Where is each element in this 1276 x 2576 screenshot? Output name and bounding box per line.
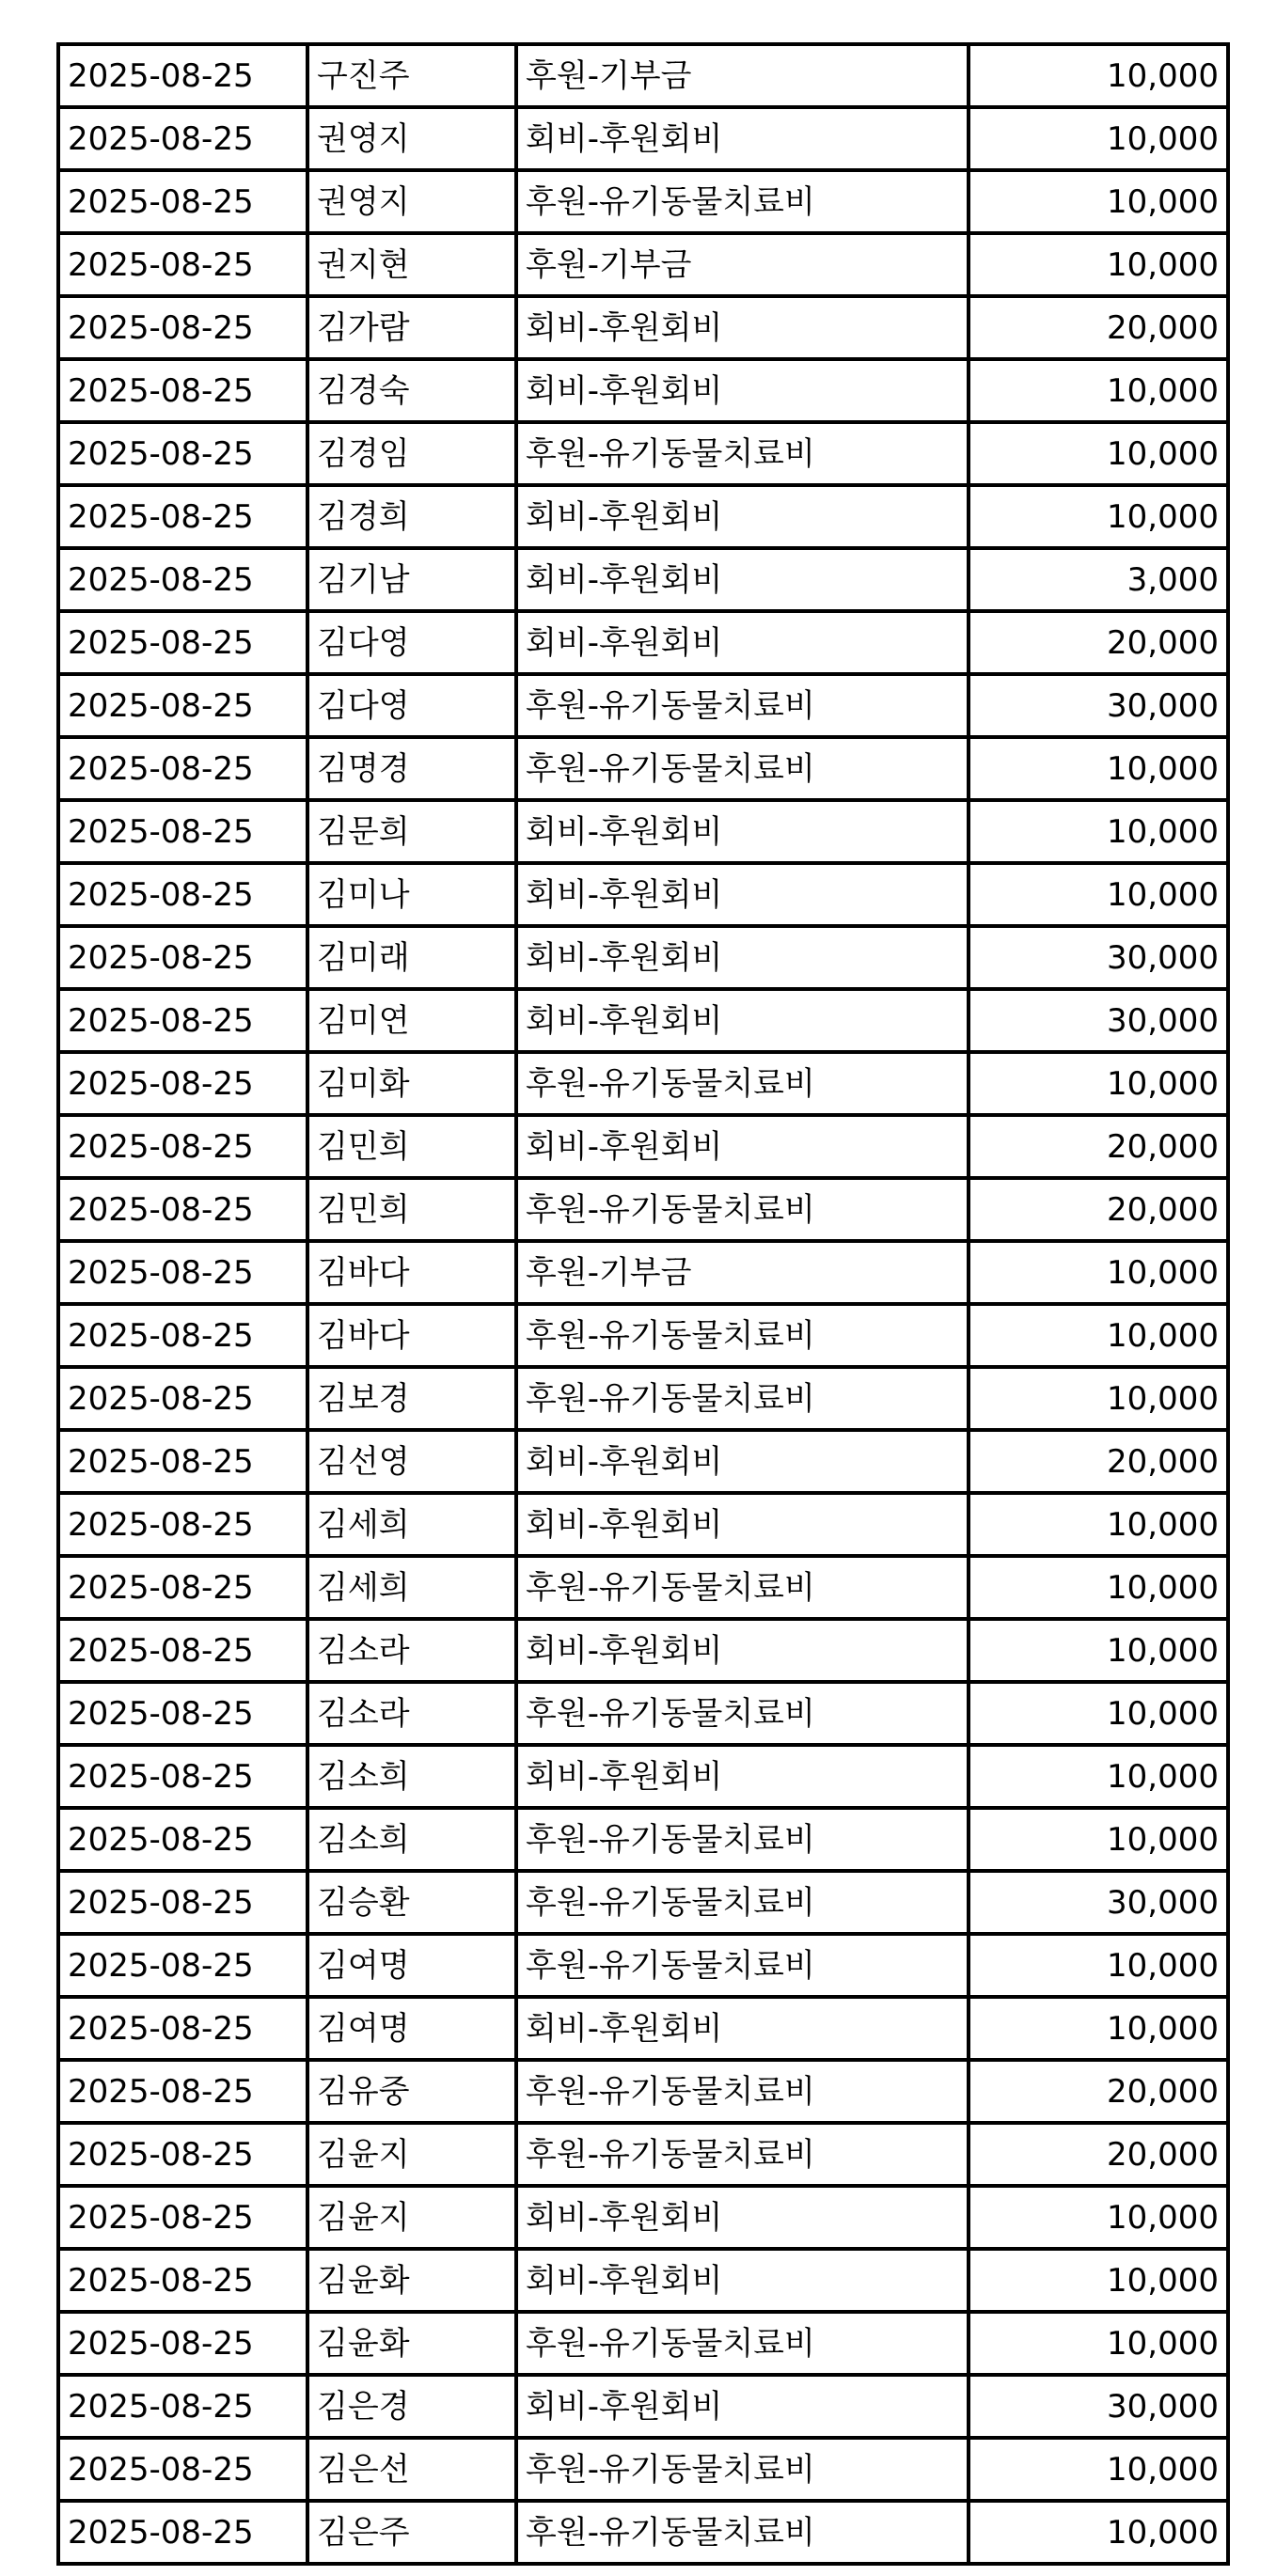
donor-name-cell: 김윤화 [307, 2312, 516, 2375]
amount-cell: 10,000 [969, 170, 1228, 233]
donor-name-cell: 김가람 [307, 296, 516, 359]
donor-name-cell: 김다영 [307, 611, 516, 674]
date-cell: 2025-08-25 [58, 170, 307, 233]
table-row [58, 1304, 1228, 1367]
amount-cell: 20,000 [969, 1115, 1228, 1178]
amount-cell: 10,000 [969, 107, 1228, 170]
table-row [58, 1808, 1228, 1871]
amount-cell: 10,000 [969, 2249, 1228, 2312]
amount-cell: 20,000 [969, 611, 1228, 674]
amount-cell: 10,000 [969, 1493, 1228, 1556]
table-row [58, 170, 1228, 233]
amount-cell: 20,000 [969, 1178, 1228, 1241]
amount-cell: 20,000 [969, 2123, 1228, 2186]
donor-name-cell: 김윤화 [307, 2249, 516, 2312]
table-row [58, 1619, 1228, 1682]
date-cell: 2025-08-25 [58, 2123, 307, 2186]
donor-name-cell: 김바다 [307, 1304, 516, 1367]
table-row [58, 1934, 1228, 1997]
table-row [58, 989, 1228, 1052]
category-cell: 후원-유기동물치료비 [516, 1556, 969, 1619]
donor-name-cell: 김보경 [307, 1367, 516, 1430]
category-cell: 회비-후원회비 [516, 2186, 969, 2249]
category-cell: 후원-유기동물치료비 [516, 1178, 969, 1241]
category-cell: 회비-후원회비 [516, 2375, 969, 2438]
table-row [58, 2312, 1228, 2375]
amount-cell: 30,000 [969, 2375, 1228, 2438]
category-cell: 회비-후원회비 [516, 1493, 969, 1556]
date-cell: 2025-08-25 [58, 2312, 307, 2375]
category-cell: 후원-유기동물치료비 [516, 2060, 969, 2123]
amount-cell: 10,000 [969, 863, 1228, 926]
amount-cell: 10,000 [969, 1997, 1228, 2060]
table-row [58, 1430, 1228, 1493]
category-cell: 후원-유기동물치료비 [516, 1304, 969, 1367]
date-cell: 2025-08-25 [58, 2501, 307, 2564]
donor-name-cell: 김민희 [307, 1178, 516, 1241]
amount-cell: 10,000 [969, 485, 1228, 548]
category-cell: 후원-유기동물치료비 [516, 422, 969, 485]
date-cell: 2025-08-25 [58, 233, 307, 296]
donor-name-cell: 김미연 [307, 989, 516, 1052]
category-cell: 회비-후원회비 [516, 548, 969, 611]
category-cell: 회비-후원회비 [516, 485, 969, 548]
category-cell: 회비-후원회비 [516, 926, 969, 989]
amount-cell: 10,000 [969, 1241, 1228, 1304]
category-cell: 회비-후원회비 [516, 1619, 969, 1682]
date-cell: 2025-08-25 [58, 989, 307, 1052]
donor-name-cell: 김명경 [307, 737, 516, 800]
date-cell: 2025-08-25 [58, 296, 307, 359]
category-cell: 회비-후원회비 [516, 989, 969, 1052]
amount-cell: 10,000 [969, 2501, 1228, 2564]
date-cell: 2025-08-25 [58, 2375, 307, 2438]
table-row [58, 233, 1228, 296]
donor-name-cell: 김미래 [307, 926, 516, 989]
date-cell: 2025-08-25 [58, 44, 307, 107]
amount-cell: 10,000 [969, 737, 1228, 800]
donor-name-cell: 김여명 [307, 1934, 516, 1997]
donor-name-cell: 김소희 [307, 1745, 516, 1808]
amount-cell: 10,000 [969, 233, 1228, 296]
date-cell: 2025-08-25 [58, 1682, 307, 1745]
category-cell: 후원-유기동물치료비 [516, 737, 969, 800]
amount-cell: 20,000 [969, 2060, 1228, 2123]
donor-name-cell: 김경희 [307, 485, 516, 548]
date-cell: 2025-08-25 [58, 1619, 307, 1682]
category-cell: 후원-유기동물치료비 [516, 1808, 969, 1871]
category-cell: 회비-후원회비 [516, 1430, 969, 1493]
table-row [58, 1052, 1228, 1115]
amount-cell: 10,000 [969, 1808, 1228, 1871]
date-cell: 2025-08-25 [58, 2249, 307, 2312]
donation-table-body [58, 44, 1228, 2564]
category-cell: 후원-유기동물치료비 [516, 170, 969, 233]
table-row [58, 1178, 1228, 1241]
date-cell: 2025-08-25 [58, 737, 307, 800]
amount-cell: 3,000 [969, 548, 1228, 611]
amount-cell: 10,000 [969, 359, 1228, 422]
date-cell: 2025-08-25 [58, 485, 307, 548]
table-row [58, 422, 1228, 485]
table-row [58, 2375, 1228, 2438]
table-row [58, 548, 1228, 611]
table-row [58, 674, 1228, 737]
table-row [58, 1997, 1228, 2060]
amount-cell: 10,000 [969, 1682, 1228, 1745]
category-cell: 회비-후원회비 [516, 2249, 969, 2312]
amount-cell: 10,000 [969, 2438, 1228, 2501]
amount-cell: 20,000 [969, 1430, 1228, 1493]
date-cell: 2025-08-25 [58, 548, 307, 611]
donor-name-cell: 김기남 [307, 548, 516, 611]
date-cell: 2025-08-25 [58, 1745, 307, 1808]
category-cell: 후원-유기동물치료비 [516, 1871, 969, 1934]
donor-name-cell: 김미나 [307, 863, 516, 926]
date-cell: 2025-08-25 [58, 2186, 307, 2249]
donor-name-cell: 김민희 [307, 1115, 516, 1178]
donor-name-cell: 김유중 [307, 2060, 516, 2123]
table-row [58, 485, 1228, 548]
category-cell: 회비-후원회비 [516, 1997, 969, 2060]
table-row [58, 611, 1228, 674]
date-cell: 2025-08-25 [58, 926, 307, 989]
date-cell: 2025-08-25 [58, 1493, 307, 1556]
date-cell: 2025-08-25 [58, 2060, 307, 2123]
date-cell: 2025-08-25 [58, 863, 307, 926]
date-cell: 2025-08-25 [58, 422, 307, 485]
donor-name-cell: 김세희 [307, 1556, 516, 1619]
amount-cell: 10,000 [969, 2312, 1228, 2375]
category-cell: 후원-유기동물치료비 [516, 1934, 969, 1997]
table-row [58, 107, 1228, 170]
donor-name-cell: 권영지 [307, 170, 516, 233]
amount-cell: 10,000 [969, 44, 1228, 107]
date-cell: 2025-08-25 [58, 674, 307, 737]
table-row [58, 2501, 1228, 2564]
category-cell: 회비-후원회비 [516, 1745, 969, 1808]
category-cell: 후원-유기동물치료비 [516, 1052, 969, 1115]
amount-cell: 10,000 [969, 2186, 1228, 2249]
date-cell: 2025-08-25 [58, 2438, 307, 2501]
amount-cell: 10,000 [969, 1934, 1228, 1997]
table-row [58, 1241, 1228, 1304]
table-row [58, 1367, 1228, 1430]
amount-cell: 30,000 [969, 674, 1228, 737]
category-cell: 회비-후원회비 [516, 863, 969, 926]
donor-name-cell: 김바다 [307, 1241, 516, 1304]
table-row [58, 1682, 1228, 1745]
amount-cell: 10,000 [969, 1367, 1228, 1430]
amount-cell: 10,000 [969, 800, 1228, 863]
donor-name-cell: 김소라 [307, 1619, 516, 1682]
donor-name-cell: 김승환 [307, 1871, 516, 1934]
amount-cell: 10,000 [969, 1745, 1228, 1808]
category-cell: 후원-유기동물치료비 [516, 2501, 969, 2564]
donor-name-cell: 김경임 [307, 422, 516, 485]
table-row [58, 359, 1228, 422]
table-row [58, 2249, 1228, 2312]
donor-name-cell: 김미화 [307, 1052, 516, 1115]
date-cell: 2025-08-25 [58, 1430, 307, 1493]
category-cell: 후원-유기동물치료비 [516, 674, 969, 737]
category-cell: 회비-후원회비 [516, 107, 969, 170]
category-cell: 회비-후원회비 [516, 296, 969, 359]
date-cell: 2025-08-25 [58, 800, 307, 863]
amount-cell: 30,000 [969, 989, 1228, 1052]
table-row [58, 2123, 1228, 2186]
donation-table [56, 42, 1230, 2566]
date-cell: 2025-08-25 [58, 1178, 307, 1241]
date-cell: 2025-08-25 [58, 107, 307, 170]
donor-name-cell: 김은선 [307, 2438, 516, 2501]
category-cell: 회비-후원회비 [516, 800, 969, 863]
date-cell: 2025-08-25 [58, 1808, 307, 1871]
table-row [58, 2186, 1228, 2249]
category-cell: 후원-유기동물치료비 [516, 2123, 969, 2186]
donor-name-cell: 김소희 [307, 1808, 516, 1871]
date-cell: 2025-08-25 [58, 1934, 307, 1997]
date-cell: 2025-08-25 [58, 1556, 307, 1619]
category-cell: 후원-기부금 [516, 44, 969, 107]
date-cell: 2025-08-25 [58, 1997, 307, 2060]
donor-name-cell: 김경숙 [307, 359, 516, 422]
table-row [58, 1871, 1228, 1934]
table-row [58, 296, 1228, 359]
category-cell: 회비-후원회비 [516, 1115, 969, 1178]
donor-name-cell: 김소라 [307, 1682, 516, 1745]
donor-name-cell: 김문희 [307, 800, 516, 863]
category-cell: 후원-유기동물치료비 [516, 2438, 969, 2501]
category-cell: 후원-유기동물치료비 [516, 1367, 969, 1430]
date-cell: 2025-08-25 [58, 1871, 307, 1934]
donor-name-cell: 김다영 [307, 674, 516, 737]
date-cell: 2025-08-25 [58, 1304, 307, 1367]
amount-cell: 30,000 [969, 1871, 1228, 1934]
amount-cell: 10,000 [969, 422, 1228, 485]
category-cell: 후원-유기동물치료비 [516, 2312, 969, 2375]
amount-cell: 10,000 [969, 1556, 1228, 1619]
category-cell: 후원-기부금 [516, 233, 969, 296]
date-cell: 2025-08-25 [58, 1052, 307, 1115]
table-row [58, 44, 1228, 107]
donor-name-cell: 김세희 [307, 1493, 516, 1556]
donor-name-cell: 김은경 [307, 2375, 516, 2438]
category-cell: 회비-후원회비 [516, 611, 969, 674]
donor-name-cell: 구진주 [307, 44, 516, 107]
date-cell: 2025-08-25 [58, 611, 307, 674]
amount-cell: 10,000 [969, 1052, 1228, 1115]
table-row [58, 737, 1228, 800]
table-row [58, 1745, 1228, 1808]
table-row [58, 863, 1228, 926]
table-row [58, 1556, 1228, 1619]
table-row [58, 2060, 1228, 2123]
table-row [58, 1115, 1228, 1178]
table-row [58, 2438, 1228, 2501]
donor-name-cell: 김윤지 [307, 2186, 516, 2249]
category-cell: 후원-기부금 [516, 1241, 969, 1304]
date-cell: 2025-08-25 [58, 1115, 307, 1178]
category-cell: 회비-후원회비 [516, 359, 969, 422]
donor-name-cell: 김윤지 [307, 2123, 516, 2186]
donor-name-cell: 권지현 [307, 233, 516, 296]
amount-cell: 10,000 [969, 1619, 1228, 1682]
donor-name-cell: 김선영 [307, 1430, 516, 1493]
table-row [58, 1493, 1228, 1556]
table-row [58, 926, 1228, 989]
date-cell: 2025-08-25 [58, 1241, 307, 1304]
amount-cell: 20,000 [969, 296, 1228, 359]
date-cell: 2025-08-25 [58, 1367, 307, 1430]
category-cell: 후원-유기동물치료비 [516, 1682, 969, 1745]
amount-cell: 10,000 [969, 1304, 1228, 1367]
donor-name-cell: 권영지 [307, 107, 516, 170]
table-row [58, 800, 1228, 863]
amount-cell: 30,000 [969, 926, 1228, 989]
date-cell: 2025-08-25 [58, 359, 307, 422]
donor-name-cell: 김은주 [307, 2501, 516, 2564]
donor-name-cell: 김여명 [307, 1997, 516, 2060]
